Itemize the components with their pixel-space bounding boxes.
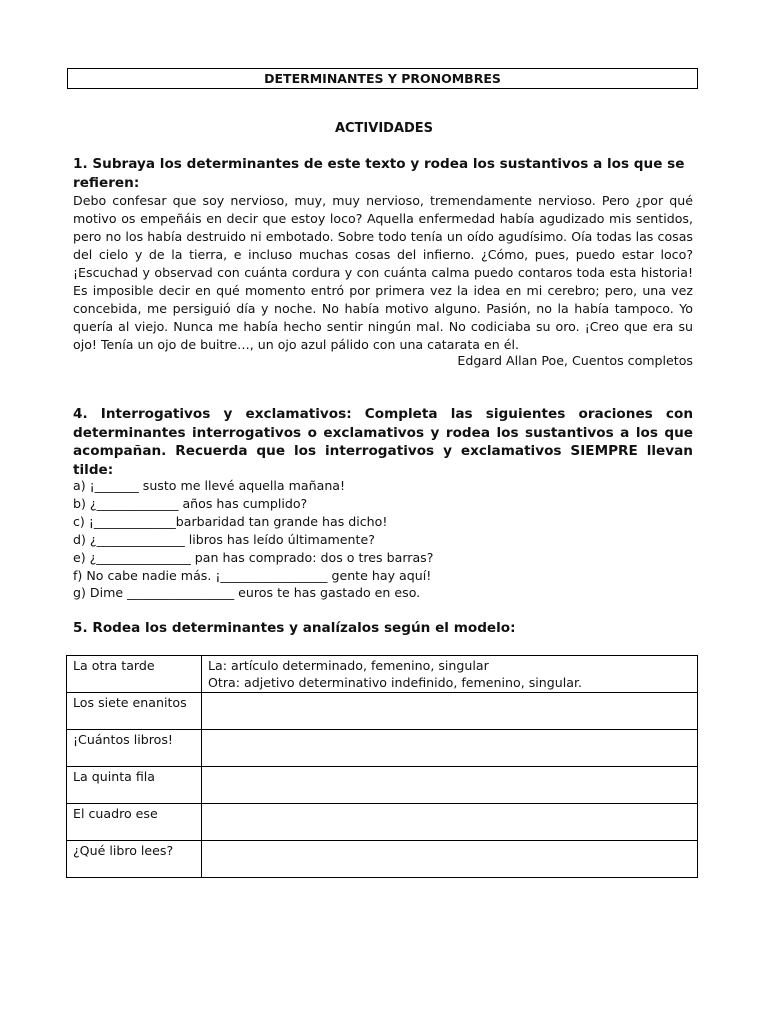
exercise-4-item-c: c) ¡_____________barbaridad tan grande has dicho! (73, 513, 388, 529)
table-row (67, 693, 698, 730)
exercise-4-item-e: e) ¿_______________ pan has comprado: dos o tres barras? (73, 549, 434, 565)
poe-excerpt: Debo confesar que soy nervioso, muy, muy nervioso, tremendamente nervioso. Pero ¿por qué motivo os empeñáis en decir que estoy loco? Aquella enfermedad había agudizado mis sentidos, pero no los había destruido ni embotado. Sobre todo tenía un oído agudísimo. Oía todas las cosas del cielo y de la tierra, e incluso muchas cosas del infierno. ¿Cómo, pues, puedo estar loco? ¡Escuchad y observad con cuánta cordura y con cuánta calma puedo contaros toda esta historia! Es imposible decir en qué momento entró por primera vez la idea en mi cerebro; pero, una vez concebida, me persiguió día y noche. No había motivo alguno. Pasión, no la había tampoco. Yo quería al viejo. Nunca me había hecho sentir ningún mal. No codiciaba su oro. ¡Creo que era su ojo! Tenía un ojo de buitre…, un ojo azul pálido con una catarata en él. (73, 193, 693, 352)
table-row (67, 841, 698, 878)
exercise-4-item-g: g) Dime _________________ euros te has gastado en eso. (73, 585, 421, 601)
exercise-4-items (73, 477, 693, 602)
analysis-table (66, 655, 698, 878)
exercise-4-item-b: b) ¿_____________ años has cumplido? (73, 495, 308, 511)
excerpt-attribution: Edgard Allan Poe, Cuentos completos (457, 353, 693, 368)
exercise-5-heading: 5. Rodea los determinantes y analízalos según el modelo: (73, 620, 516, 636)
phrase-cell: ¡Cuántos libros! (67, 730, 202, 767)
exercise-1-heading: 1. Subraya los determinantes de este texto y rodea los sustantivos a los que se refieren: (73, 156, 685, 191)
analysis-cell[interactable] (202, 730, 698, 767)
exercise-4-item-f: f) No cabe nadie más. ¡_________________ gente hay aquí! (73, 567, 432, 583)
exercise-4-heading: 4. Interrogativos y exclamativos: Completa las siguientes oraciones con determinantes interrogativos o exclamativos y rodea los sustantivos a los que acompañan. Recuerda que los interrogativos y exclamativos SIEMPRE llevan tilde: (73, 406, 693, 478)
phrase-cell: La otra tarde (67, 656, 202, 693)
section-heading: ACTIVIDADES (334, 121, 434, 136)
analysis-cell[interactable] (202, 804, 698, 841)
phrase-cell: Los siete enanitos (67, 693, 202, 730)
table-row (67, 730, 698, 767)
analysis-cell (202, 656, 698, 693)
analysis-cell[interactable] (202, 841, 698, 878)
exercise-1-text (73, 192, 693, 354)
phrase-cell: La quinta fila (67, 767, 202, 804)
analysis-line: Otra: adjetivo determinativo indefinido, femenino, singular. (208, 675, 582, 690)
exercise-4-item-d: d) ¿______________ libros has leído últimamente? (73, 531, 375, 547)
phrase-cell: El cuadro ese (67, 804, 202, 841)
analysis-cell[interactable] (202, 693, 698, 730)
exercise-4-item-a: a) ¡_______ susto me llevé aquella mañana! (73, 478, 346, 493)
phrase-cell: ¿Qué libro lees? (67, 841, 202, 878)
document-title: DETERMINANTES Y PRONOMBRES (67, 68, 698, 89)
analysis-cell[interactable] (202, 767, 698, 804)
table-row (67, 656, 698, 693)
table-row (67, 767, 698, 804)
table-row (67, 804, 698, 841)
analysis-line: La: artículo determinado, femenino, singular (208, 658, 489, 673)
